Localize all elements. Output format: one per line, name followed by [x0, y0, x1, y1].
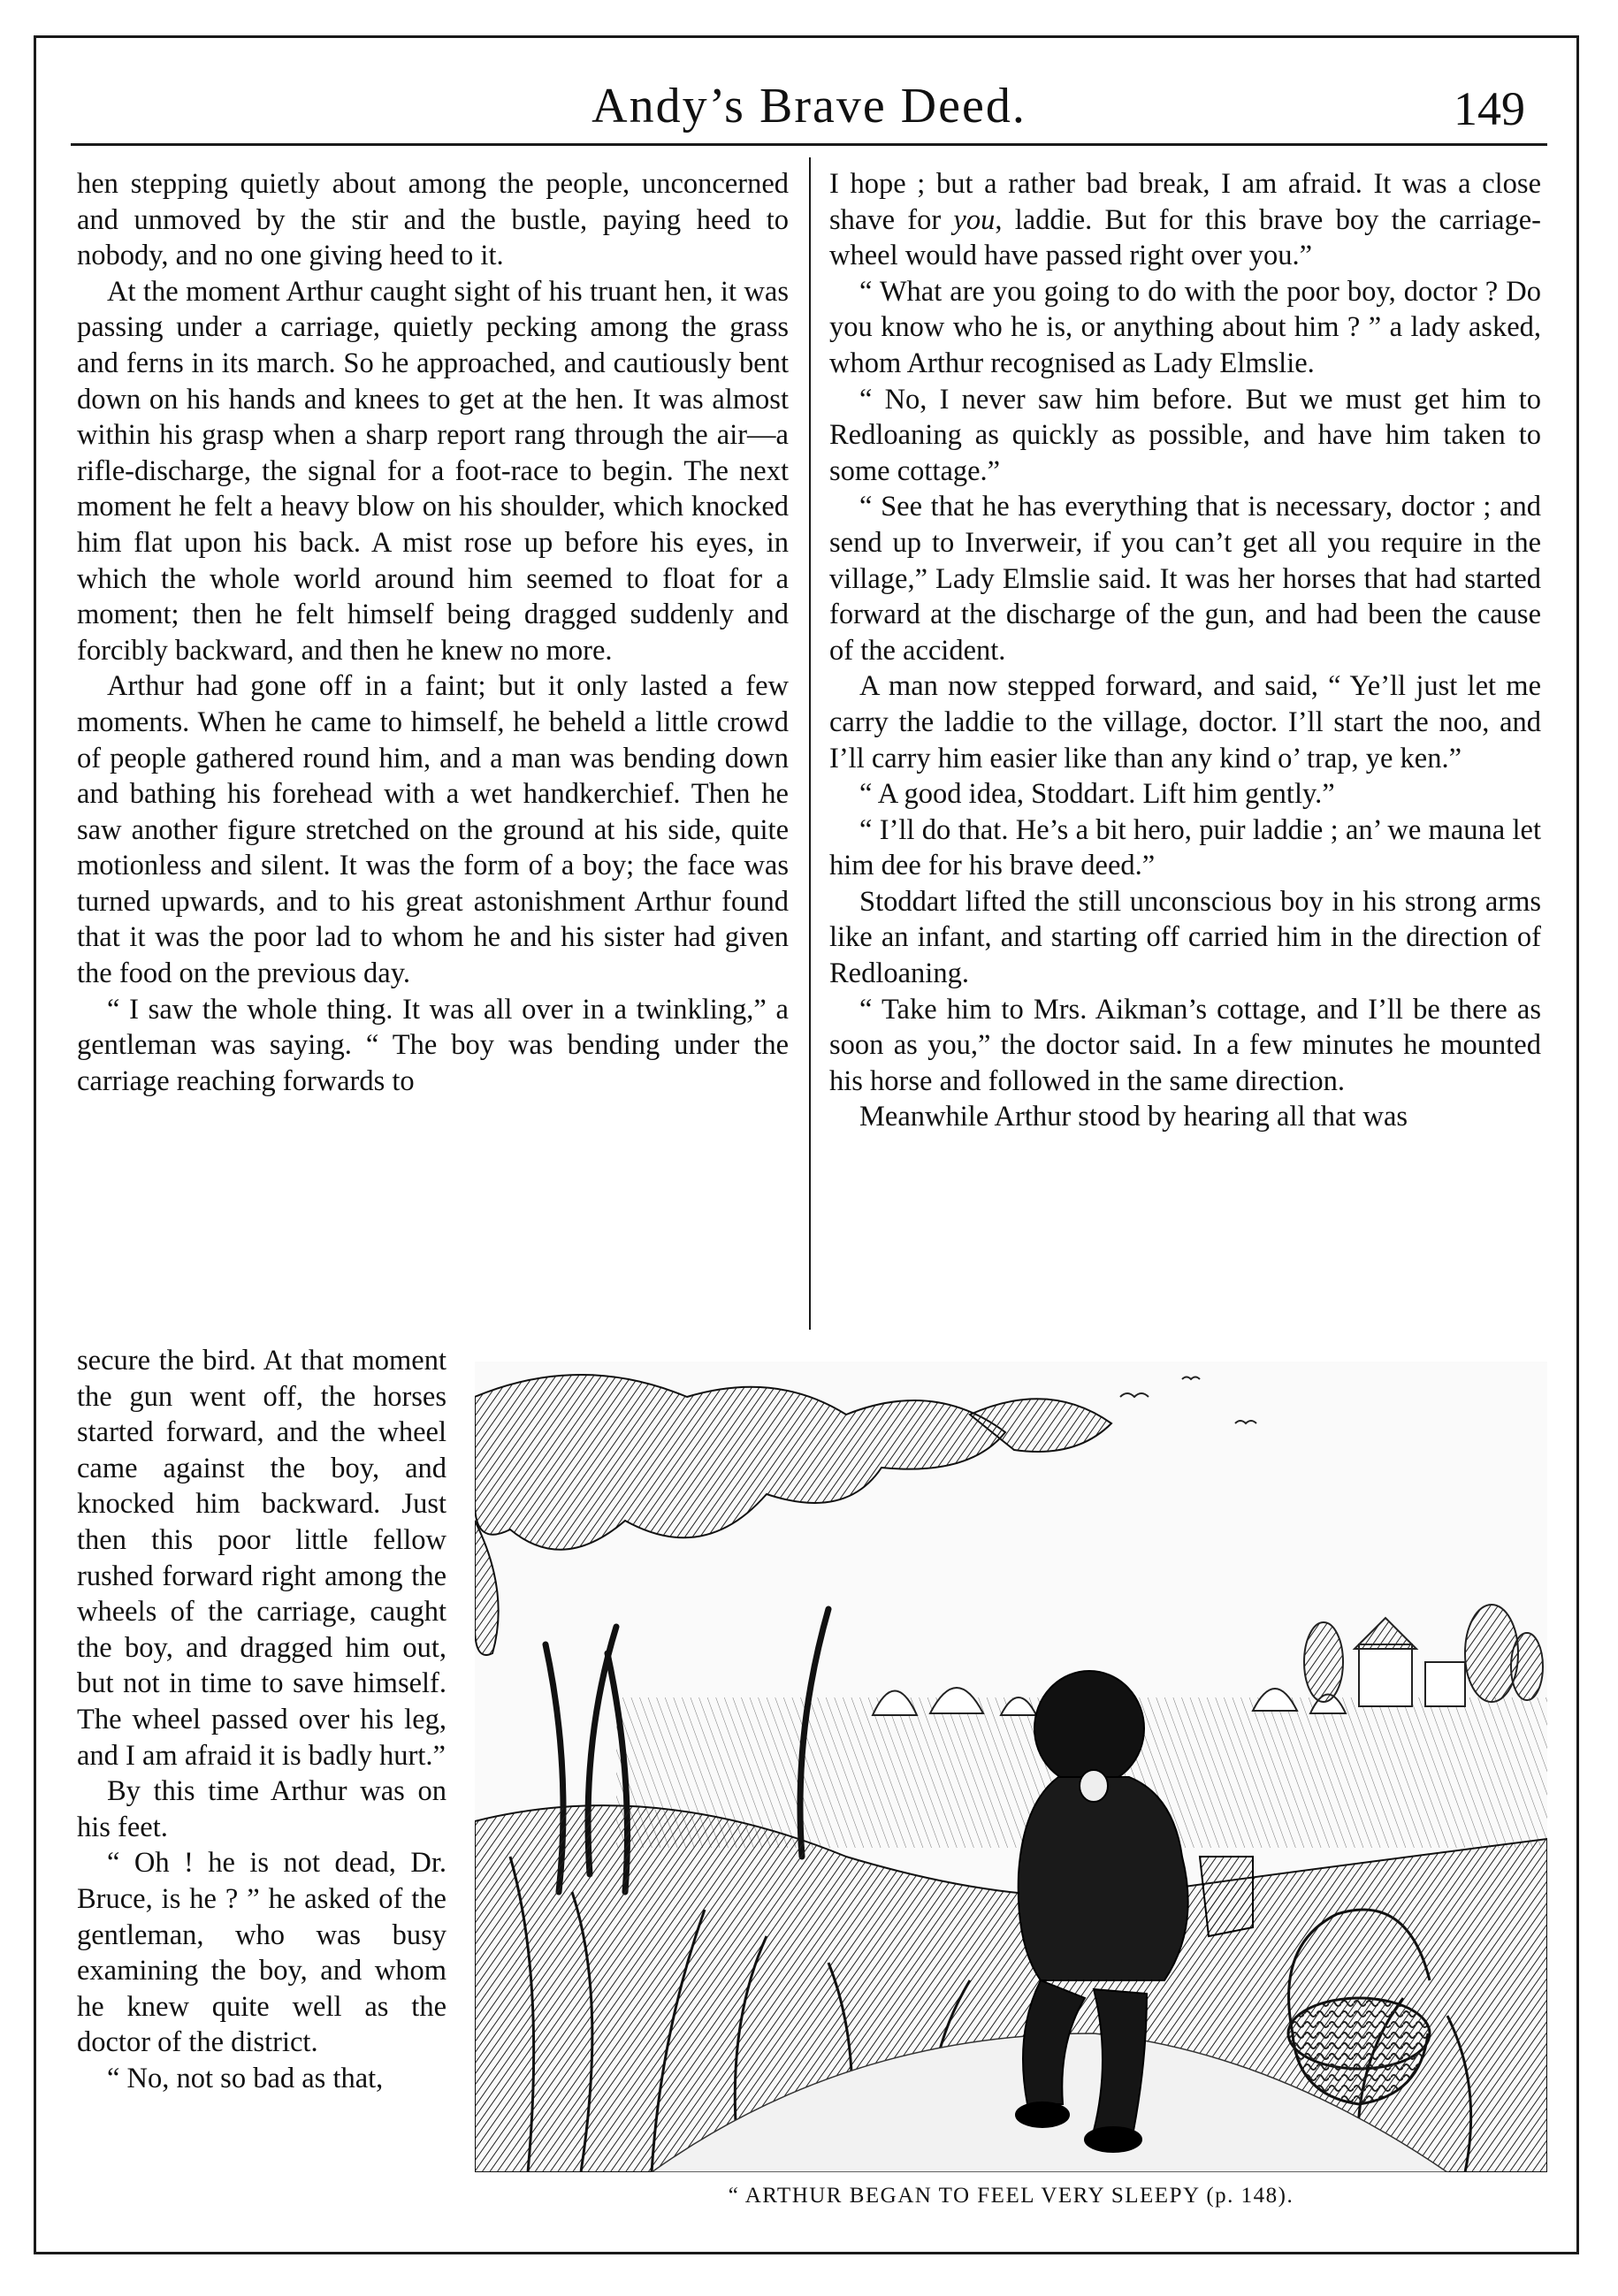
- paragraph: secure the bird. At that moment the gun went off, the horses started forward, and the wheel came against the boy, and knocked him backward. Just then this poor little fellow rushed forward right among the wheels of the carriage, caught the boy, and dragged him out, but not in time to save himself. The wheel passed over his leg, and I am afraid it is badly hurt.”: [77, 1345, 446, 1772]
- paragraph: “ What are you going to do with the poor boy, doctor ? Do you know who he is, or anything about him ? ” a lady asked, whom Arthur recognised as Lady Elmslie.: [829, 275, 1541, 379]
- paragraph: “ I’ll do that. He’s a bit hero, puir laddie ; an’ we mauna let him dee for his brave deed.”: [829, 813, 1541, 882]
- engraving-illustration: [475, 1362, 1547, 2172]
- paragraph: By this time Arthur was on his feet.: [77, 1775, 446, 1843]
- illustration-caption: “ ARTHUR BEGAN TO FEEL VERY SLEEPY (p. 148).: [728, 2184, 1294, 2208]
- paragraph: hen stepping quietly about among the people, unconcerned and unmoved by the stir and the bustle, paying heed to nobody, and no one giving heed to it.: [77, 168, 789, 272]
- paragraph: At the moment Arthur caught sight of his truant hen, it was passing under a carriage, quietly pecking among the grass and ferns in its march. So he approached, and cautiously bent down on his hands and knees to get at the hen. It was almost within his grasp when a sharp report rang through the air—a rifle-discharge, the signal for a foot-race to begin. The next moment he felt a heavy blow on his shoulder, which knocked him flat upon his back. A mist rose up before his eyes, in which the whole world around him seemed to float for a moment; then he felt himself being dragged suddenly and forcibly backward, and then he knew no more.: [77, 275, 789, 667]
- column-divider: [809, 157, 811, 1330]
- right-column: [829, 166, 1541, 1135]
- paragraph: “ A good idea, Stoddart. Lift him gently.”: [859, 778, 1335, 811]
- paragraph: Arthur had gone off in a faint; but it only lasted a few moments. When he came to himself, he beheld a little crowd of people gathered round him, and a man was bending down and bathing his forehead with a wet handkerchief. Then he saw another figure stretched on the ground at his side, quite motionless and silent. It was the form of a boy; the face was turned upwards, and to his great astonishment Arthur found that it was the poor lad to whom he and his sister had given the food on the previous day.: [77, 670, 789, 990]
- paragraph: “ I saw the whole thing. It was all over in a twinkling,” a gentleman was saying. “ The boy was bending under the carriage reaching forwards to: [77, 993, 789, 1097]
- header-rule: [71, 143, 1547, 146]
- paragraph: “ No, not so bad as that,: [107, 2062, 384, 2094]
- text-run: I hope ; but a rather bad break, I am afraid. It was a close shave for: [829, 168, 1541, 236]
- paragraph: Meanwhile Arthur stood by hearing all that was: [859, 1101, 1408, 1133]
- page-number: 149: [1454, 82, 1525, 135]
- paragraph: Stoddart lifted the still unconscious boy in his strong arms like an infant, and starting off carried him in the direction of Redloaning.: [829, 885, 1541, 990]
- left-column: [77, 166, 789, 1099]
- paragraph: “ Oh ! he is not dead, Dr. Bruce, is he ? ” he asked of the gentleman, who was busy examining the boy, and whom he knew quite well as the doctor of the district.: [77, 1847, 446, 2059]
- paragraph: “ No, I never saw him before. But we must get him to Redloaning as quickly as possible, and have him taken to some cottage.”: [829, 383, 1541, 487]
- paragraph: “ Take him to Mrs. Aikman’s cottage, and I’ll be there as soon as you,” the doctor said. In a few minutes he mounted his horse and followed in the same direction.: [829, 993, 1541, 1097]
- text-run: , laddie. But for this brave boy the carriage-wheel would have passed right over you.”: [829, 203, 1541, 272]
- emphasis: you: [953, 203, 996, 236]
- narrow-column: [77, 1343, 446, 2096]
- running-head-title: Andy’s Brave Deed.: [591, 79, 1027, 133]
- paragraph: A man now stepped forward, and said, “ Ye’ll just let me carry the laddie to the village, doctor. I’ll start the noo, and I’ll carry him easier like than any kind o’ trap, ye ken.”: [829, 670, 1541, 774]
- paragraph: [829, 166, 1541, 274]
- paragraph: “ See that he has everything that is necessary, doctor ; and send up to Inverweir, if you can’t get all you require in the village,” Lady Elmslie said. It was her horses that had started forward at the discharge of the gun, and had been the cause of the accident.: [829, 491, 1541, 667]
